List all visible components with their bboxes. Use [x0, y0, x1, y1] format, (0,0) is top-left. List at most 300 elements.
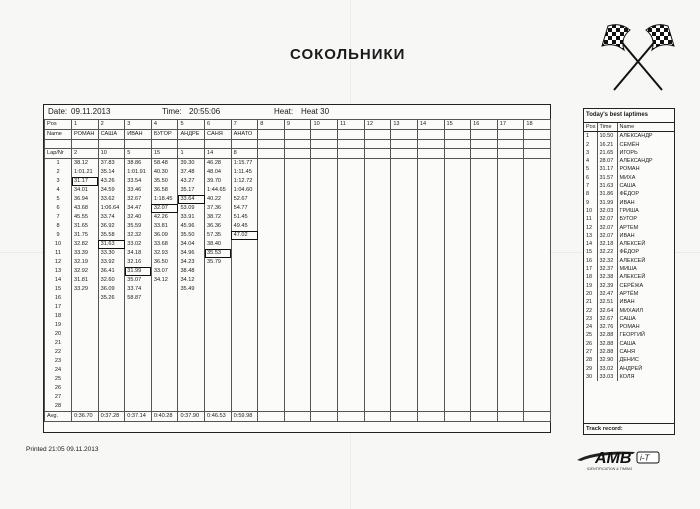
- kart-number: [497, 149, 524, 159]
- position-cell: 1: [72, 120, 99, 130]
- lap-time: [417, 366, 444, 375]
- lap-time: [178, 303, 205, 312]
- best-name: РОМАН: [619, 324, 640, 331]
- lap-time: [391, 276, 418, 285]
- lap-time: 35.50: [178, 231, 205, 240]
- lap-time: [284, 159, 311, 169]
- lap-time: [125, 375, 152, 384]
- lap-time: [258, 339, 285, 348]
- lap-time: [444, 375, 471, 384]
- lap-time: 43.27: [178, 177, 205, 186]
- spacer-cell: [311, 140, 338, 149]
- lap-number: 21: [45, 339, 72, 348]
- lap-time: [98, 321, 125, 330]
- lap-time: 58.87: [125, 294, 152, 303]
- lap-time: 1:01.91: [125, 168, 152, 177]
- lap-time: [524, 177, 551, 186]
- lap-number: 18: [45, 312, 72, 321]
- lap-time: [98, 375, 125, 384]
- lap-time: [151, 339, 178, 348]
- lap-time: 33.81: [151, 222, 178, 231]
- lap-number: 13: [45, 267, 72, 276]
- table-row: [45, 168, 551, 177]
- best-time: 16.21: [597, 141, 617, 149]
- average-time: [524, 412, 551, 422]
- lap-time: 34.12: [178, 276, 205, 285]
- kart-number: 14: [205, 149, 232, 159]
- lap-time: [471, 231, 498, 240]
- best-pos: 22: [584, 307, 597, 315]
- position-cell: 2: [98, 120, 125, 130]
- table-row: [45, 412, 551, 422]
- lap-time: [151, 312, 178, 321]
- lap-time: [364, 213, 391, 222]
- lap-time: 38.72: [205, 213, 232, 222]
- kart-number: [364, 149, 391, 159]
- lap-time: [311, 375, 338, 384]
- lap-time: [497, 294, 524, 303]
- lap-time: [524, 375, 551, 384]
- lap-time: [364, 339, 391, 348]
- lap-time: [284, 186, 311, 195]
- lap-time: [284, 177, 311, 186]
- table-row: [45, 120, 551, 130]
- lap-time: [284, 303, 311, 312]
- best-pos: 17: [584, 265, 597, 273]
- lap-time: [311, 276, 338, 285]
- driver-name: [311, 130, 338, 140]
- lap-time: [205, 366, 232, 375]
- lap-time: [284, 204, 311, 213]
- lap-time: [231, 285, 258, 294]
- lap-time: [98, 402, 125, 412]
- lap-time: [338, 249, 365, 258]
- lap-time: [471, 321, 498, 330]
- spacer-cell: [524, 140, 551, 149]
- table-row: [584, 232, 674, 240]
- lap-time: [311, 312, 338, 321]
- lap-time: [72, 375, 99, 384]
- lap-time: [471, 339, 498, 348]
- lap-time: [417, 339, 444, 348]
- lap-number: 19: [45, 321, 72, 330]
- lap-time: [311, 357, 338, 366]
- lap-time: [364, 303, 391, 312]
- lap-time: [444, 303, 471, 312]
- lap-time: [364, 186, 391, 195]
- best-lap-time: 32.07: [151, 204, 178, 213]
- driver-name: [338, 130, 365, 140]
- lap-time: [364, 204, 391, 213]
- lap-time: [284, 357, 311, 366]
- lap-time: [98, 357, 125, 366]
- lap-time: [72, 384, 99, 393]
- lap-number: 25: [45, 375, 72, 384]
- lap-time: [338, 357, 365, 366]
- lap-time: [231, 240, 258, 249]
- best-time: 31.99: [597, 199, 617, 207]
- lap-number: 2: [45, 168, 72, 177]
- best-time: 33.02: [597, 365, 617, 373]
- lap-time: 34.23: [178, 258, 205, 267]
- lap-time: [98, 366, 125, 375]
- lap-time: [284, 258, 311, 267]
- lap-time: [311, 231, 338, 240]
- position-cell: 3: [125, 120, 152, 130]
- lap-time: [391, 240, 418, 249]
- lap-time: 31.65: [72, 222, 99, 231]
- lap-time: [471, 294, 498, 303]
- lap-time: 36.09: [151, 231, 178, 240]
- lap-time: 45.55: [72, 213, 99, 222]
- driver-name: [444, 130, 471, 140]
- driver-name: РОМАН: [72, 130, 99, 140]
- table-row: [584, 248, 674, 256]
- table-row: [584, 132, 674, 141]
- lap-time: [417, 258, 444, 267]
- lap-time: 33.74: [98, 213, 125, 222]
- lap-time: [338, 168, 365, 177]
- lap-time: [444, 402, 471, 412]
- lap-time: [391, 249, 418, 258]
- lap-time: [338, 222, 365, 231]
- table-row: [45, 195, 551, 204]
- table-row: [45, 312, 551, 321]
- lap-time: [497, 258, 524, 267]
- lap-time: [338, 321, 365, 330]
- lap-time: [444, 213, 471, 222]
- best-time-header: Time: [597, 123, 617, 132]
- driver-name: [391, 130, 418, 140]
- lap-time: [391, 285, 418, 294]
- lap-time: 33.46: [125, 186, 152, 195]
- lap-time: [497, 177, 524, 186]
- best-lap-time: 33.64: [178, 195, 205, 204]
- table-row: [584, 199, 674, 207]
- lap-time: [258, 303, 285, 312]
- lap-time: 35.79: [205, 258, 232, 267]
- best-name: МИХА: [619, 174, 636, 181]
- lap-time: [311, 402, 338, 412]
- best-pos: 28: [584, 356, 597, 364]
- best-pos: 8: [584, 190, 597, 198]
- lap-time: 31.75: [72, 231, 99, 240]
- kart-number: 8: [231, 149, 258, 159]
- lap-time: [391, 384, 418, 393]
- venue-title: СОКОЛЬНИКИ: [290, 46, 406, 63]
- lap-time: [444, 267, 471, 276]
- lap-time: 35.58: [98, 231, 125, 240]
- lap-time: 32.92: [72, 267, 99, 276]
- table-row: [584, 282, 674, 290]
- position-cell: 13: [391, 120, 418, 130]
- lap-time: [258, 402, 285, 412]
- lap-time: [391, 177, 418, 186]
- table-row: [584, 365, 674, 373]
- best-lap-time: 35.53: [205, 249, 232, 258]
- lap-time: [151, 321, 178, 330]
- lap-time: [338, 276, 365, 285]
- best-time: 33.03: [597, 373, 617, 381]
- best-name: СЕМЁН: [619, 141, 640, 148]
- kart-number: [471, 149, 498, 159]
- average-time: [364, 412, 391, 422]
- best-time: 32.38: [597, 273, 617, 281]
- lap-time: [311, 204, 338, 213]
- best-name: АЛЕКСАНДР: [619, 158, 653, 165]
- lap-time: [72, 348, 99, 357]
- table-row: [45, 213, 551, 222]
- lap-time: [72, 357, 99, 366]
- best-time: 32.47: [597, 290, 617, 298]
- driver-name: [524, 130, 551, 140]
- lap-time: [444, 258, 471, 267]
- average-time: [338, 412, 365, 422]
- lap-time: [151, 375, 178, 384]
- lap-time: [178, 321, 205, 330]
- lap-time: [151, 294, 178, 303]
- lap-time: [284, 366, 311, 375]
- best-name: АРТЕМ: [619, 224, 639, 231]
- lap-time: [524, 168, 551, 177]
- lap-time: [151, 330, 178, 339]
- lap-time: [178, 402, 205, 412]
- lap-time: 39.70: [205, 177, 232, 186]
- lap-time: [258, 357, 285, 366]
- lap-time: [125, 384, 152, 393]
- driver-name: [471, 130, 498, 140]
- lap-time: [98, 348, 125, 357]
- lap-time: [231, 330, 258, 339]
- kart-number: [311, 149, 338, 159]
- lap-time: [72, 294, 99, 303]
- best-pos: 20: [584, 290, 597, 298]
- lap-time: [417, 384, 444, 393]
- table-row: [584, 123, 674, 132]
- lap-time: [178, 294, 205, 303]
- lap-time: [338, 258, 365, 267]
- lap-time: [524, 231, 551, 240]
- table-row: [584, 348, 674, 356]
- time-label: Time:: [162, 107, 182, 116]
- lap-grid: [44, 119, 551, 422]
- lap-time: [284, 285, 311, 294]
- lap-time: [524, 186, 551, 195]
- date-value: 09.11.2013: [71, 107, 111, 116]
- lap-time: [258, 231, 285, 240]
- best-time: 32.76: [597, 323, 617, 331]
- best-name: АЛЕКСЕЙ: [619, 274, 646, 281]
- lap-time: [471, 249, 498, 258]
- lap-time: 46.28: [205, 159, 232, 169]
- lap-time: [417, 402, 444, 412]
- best-pos: 7: [584, 182, 597, 190]
- lap-time: [205, 384, 232, 393]
- best-pos: 11: [584, 215, 597, 223]
- lap-time: 33.62: [98, 195, 125, 204]
- lap-time: [258, 321, 285, 330]
- best-time: 32.88: [597, 340, 617, 348]
- best-pos: 14: [584, 240, 597, 248]
- lap-time: [284, 321, 311, 330]
- lap-time: [98, 330, 125, 339]
- table-row: [45, 285, 551, 294]
- lap-time: [391, 267, 418, 276]
- lap-number: 5: [45, 195, 72, 204]
- lap-time: [364, 312, 391, 321]
- lap-time: [258, 159, 285, 169]
- table-row: [45, 231, 551, 240]
- position-cell: 7: [231, 120, 258, 130]
- lap-time: [364, 159, 391, 169]
- spacer-cell: [258, 140, 285, 149]
- lap-number: 16: [45, 294, 72, 303]
- lap-time: [338, 213, 365, 222]
- lap-time: 35.59: [125, 222, 152, 231]
- lap-time: [444, 357, 471, 366]
- lap-time: 48.04: [205, 168, 232, 177]
- lap-time: [338, 375, 365, 384]
- position-cell: 9: [284, 120, 311, 130]
- driver-name: [258, 130, 285, 140]
- lap-time: [391, 321, 418, 330]
- best-name: ФЁДОР: [619, 191, 640, 198]
- lap-time: [258, 267, 285, 276]
- lap-time: [231, 276, 258, 285]
- lap-time: [311, 348, 338, 357]
- lap-time: [151, 402, 178, 412]
- lap-time: [98, 312, 125, 321]
- lap-time: 51.45: [231, 213, 258, 222]
- table-row: [45, 149, 551, 159]
- best-laptimes-panel: [583, 108, 675, 424]
- lap-time: [497, 267, 524, 276]
- lap-time: [231, 312, 258, 321]
- lap-time: [338, 159, 365, 169]
- lap-time: [258, 312, 285, 321]
- lap-time: [258, 294, 285, 303]
- lap-time: [338, 285, 365, 294]
- best-time: 31.63: [597, 182, 617, 190]
- lap-time: [231, 267, 258, 276]
- lap-time: [258, 249, 285, 258]
- lap-time: [497, 393, 524, 402]
- best-pos: 19: [584, 282, 597, 290]
- table-row: [45, 258, 551, 267]
- lap-time: [364, 222, 391, 231]
- lap-number: 26: [45, 384, 72, 393]
- lap-number: 14: [45, 276, 72, 285]
- lap-time: [364, 258, 391, 267]
- lap-time: [338, 384, 365, 393]
- lap-time: [497, 204, 524, 213]
- lap-time: [497, 276, 524, 285]
- lap-time: 34.04: [178, 240, 205, 249]
- lap-time: [524, 330, 551, 339]
- lap-time: [205, 267, 232, 276]
- lap-time: [178, 339, 205, 348]
- avg-label: Avg.: [45, 412, 72, 422]
- lap-time: [72, 393, 99, 402]
- lap-time: [391, 375, 418, 384]
- lap-time: [471, 312, 498, 321]
- spacer-cell: [205, 140, 232, 149]
- lap-time: [178, 375, 205, 384]
- lap-time: [524, 267, 551, 276]
- lap-time: 1:04.60: [231, 186, 258, 195]
- best-pos: 3: [584, 149, 597, 157]
- lap-time: [524, 321, 551, 330]
- lap-time: [417, 285, 444, 294]
- lap-time: [417, 240, 444, 249]
- table-row: [45, 384, 551, 393]
- table-row: [45, 366, 551, 375]
- spacer-cell: [284, 140, 311, 149]
- lap-time: [205, 339, 232, 348]
- best-time: 32.07: [597, 224, 617, 232]
- lap-time: [417, 276, 444, 285]
- lap-time: [471, 402, 498, 412]
- lap-number: 10: [45, 240, 72, 249]
- best-time: 31.86: [597, 190, 617, 198]
- lap-time: [444, 177, 471, 186]
- lap-time: 35.26: [98, 294, 125, 303]
- spacer-cell: [151, 140, 178, 149]
- spacer-cell: [98, 140, 125, 149]
- table-row: [45, 375, 551, 384]
- lap-time: [497, 375, 524, 384]
- kart-number: [258, 149, 285, 159]
- lap-time: [311, 177, 338, 186]
- position-cell: 8: [258, 120, 285, 130]
- table-row: [584, 290, 674, 298]
- name-header: Name: [45, 130, 72, 140]
- spacer-cell: [417, 140, 444, 149]
- lap-time: [417, 249, 444, 258]
- lap-time: 57.35: [205, 231, 232, 240]
- lap-time: [471, 222, 498, 231]
- lap-time: [524, 276, 551, 285]
- lap-time: [178, 384, 205, 393]
- best-lap-time: 47.02: [231, 231, 258, 240]
- best-name: АЛЕКСАНДР: [619, 133, 653, 140]
- lap-time: [284, 312, 311, 321]
- table-row: [45, 267, 551, 276]
- lap-time: [444, 294, 471, 303]
- lap-time: [284, 231, 311, 240]
- lap-time: 52.67: [231, 195, 258, 204]
- lap-time: 33.29: [72, 285, 99, 294]
- lap-time: 38.12: [72, 159, 99, 169]
- best-pos: 16: [584, 257, 597, 265]
- best-lap-time: 31.17: [72, 177, 99, 186]
- lap-time: [205, 402, 232, 412]
- lap-time: 32.40: [125, 213, 152, 222]
- position-cell: 10: [311, 120, 338, 130]
- table-row: [584, 157, 674, 165]
- lap-time: [205, 276, 232, 285]
- lap-time: 34.01: [72, 186, 99, 195]
- lap-time: [338, 402, 365, 412]
- track-record: Track record:: [583, 424, 675, 435]
- best-name: РОМАН: [619, 166, 640, 173]
- lap-time: [231, 249, 258, 258]
- spacer-cell: [45, 140, 72, 149]
- table-row: [45, 330, 551, 339]
- lap-time: [471, 348, 498, 357]
- position-cell: 5: [178, 120, 205, 130]
- lap-time: [497, 321, 524, 330]
